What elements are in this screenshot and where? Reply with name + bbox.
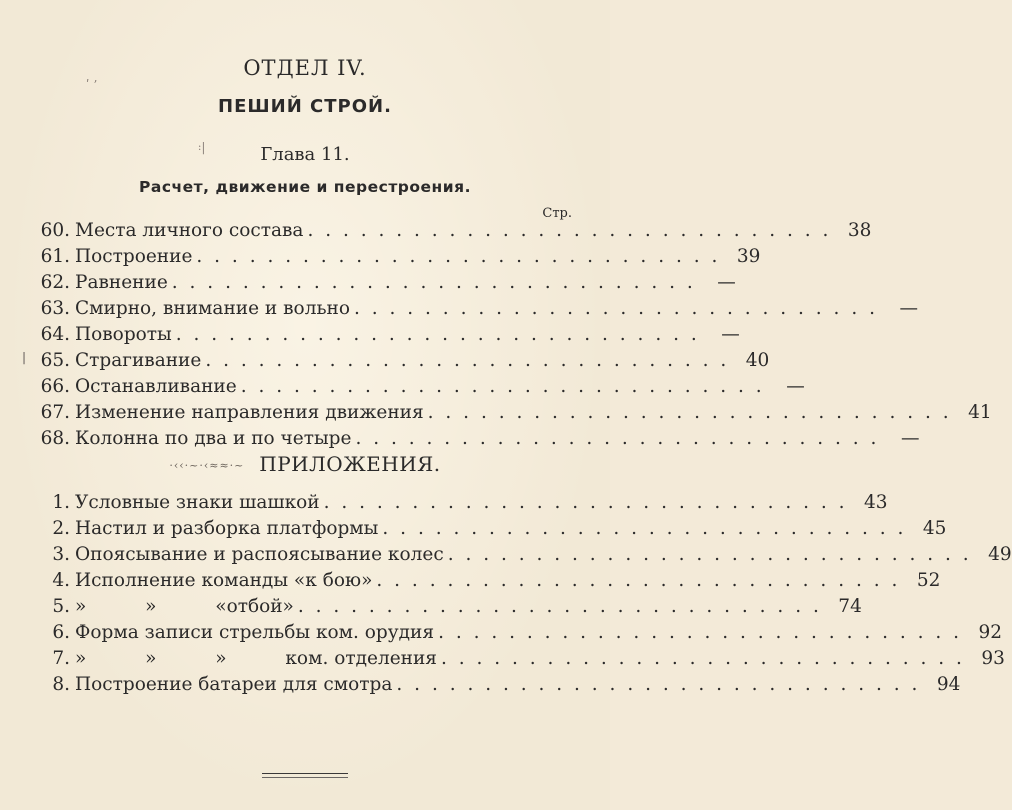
entry-title: Форма записи стрельбы ком. орудия: [75, 622, 435, 643]
appendix-entry: [20, 542, 1012, 568]
leader-dots: . . . . . . . . . . . . . . . . . . . . . . . . . . . . . .: [354, 298, 878, 319]
chapter-heading: Глава 11.: [260, 144, 350, 165]
entry-page: —: [786, 376, 805, 397]
leader-dots: . . . . . . . . . . . . . . . . . . . . . . . . . . . . . .: [447, 544, 972, 565]
leader-dots: . . . . . . . . . . . . . . . . . . . . . . . . . . . . . .: [297, 596, 822, 617]
appendix-entry: [20, 490, 888, 516]
section-heading: ОТДЕЛ IV.: [243, 56, 367, 80]
entry-page: 49: [988, 544, 1012, 565]
entry-number: 68.: [40, 428, 70, 449]
entry-title: Смирно, внимание и вольно: [75, 298, 350, 319]
leader-dots: . . . . . . . . . . . . . . . . . . . . . . . . . . . . . .: [196, 246, 721, 267]
entry-page: 41: [968, 402, 992, 423]
entry-page: 94: [936, 674, 961, 695]
appendix-entry: [20, 568, 941, 594]
page-column-label: Стр.: [542, 206, 572, 221]
entry-number: 3.: [52, 544, 70, 565]
entry-title: » » » ком. отделения: [75, 648, 437, 669]
entry-page: —: [899, 298, 918, 319]
entry-title: Равнение: [75, 272, 168, 293]
entry-number: 4.: [52, 570, 70, 591]
entry-page: 43: [864, 492, 888, 513]
entry-page: —: [721, 324, 740, 345]
appendix-entry: [20, 646, 1005, 672]
entry-page: 52: [916, 570, 941, 591]
toc-entry: [20, 244, 761, 270]
appendix-heading: ПРИЛОЖЕНИЯ.: [259, 452, 441, 476]
appendix-entry: [20, 594, 862, 620]
entry-title: Колонна по два и по четыре: [75, 428, 352, 449]
entry-page: —: [900, 428, 920, 449]
entry-title: Исполнение команды «к бою»: [75, 570, 373, 591]
leader-dots: . . . . . . . . . . . . . . . . . . . . . . . . . . . . . .: [438, 622, 963, 643]
chapter-title: Расчет, движение и перестроения.: [139, 178, 471, 196]
entry-page: 92: [978, 622, 1003, 643]
entry-title: Страгивание: [75, 350, 202, 371]
entry-title: Построение: [75, 246, 193, 267]
entry-number: 8.: [52, 674, 70, 695]
toc-entry: [20, 426, 920, 452]
entry-title: Останавливание: [75, 376, 237, 397]
entry-page: 40: [745, 350, 770, 371]
entry-page: 38: [847, 220, 872, 241]
appendix-heading-line: [0, 452, 610, 476]
entry-title: Построение батареи для смотра: [75, 674, 393, 695]
leader-dots: . . . . . . . . . . . . . . . . . . . . . . . . . . . . . .: [376, 570, 901, 591]
entry-title: Опоясывание и распоясывание колес: [75, 544, 444, 565]
entry-page: 93: [981, 648, 1005, 669]
entry-number: 1.: [52, 492, 70, 513]
toc-entry: [20, 400, 992, 426]
entry-number: 65.: [40, 350, 70, 371]
entry-number: 7.: [52, 648, 70, 669]
entry-page: 39: [736, 246, 761, 267]
leader-dots: . . . . . . . . . . . . . . . . . . . . . . . . . . . . . .: [396, 674, 921, 695]
leader-dots: . . . . . . . . . . . . . . . . . . . . . . . . . . . . . .: [171, 272, 696, 293]
entry-number: 67.: [40, 402, 70, 423]
appendix-entry: [20, 516, 947, 542]
leader-dots: . . . . . . . . . . . . . . . . . . . . . . . . . . . . . .: [427, 402, 952, 423]
entry-title: Повороты: [75, 324, 172, 345]
entry-number: 6.: [52, 622, 70, 643]
toc-entry: [20, 374, 805, 400]
leader-dots: . . . . . . . . . . . . . . . . . . . . . . . . . . . . . .: [355, 428, 880, 449]
toc-entry: [20, 270, 736, 296]
entry-title: Условные знаки шашкой: [75, 492, 320, 513]
toc-entry: [20, 348, 770, 374]
entry-title: Места личного состава: [75, 220, 304, 241]
leader-dots: . . . . . . . . . . . . . . . . . . . . . . . . . . . . . .: [307, 220, 832, 241]
leader-dots: . . . . . . . . . . . . . . . . . . . . . . . . . . . . . .: [205, 350, 730, 371]
entry-number: 5.: [52, 596, 70, 617]
leader-dots: . . . . . . . . . . . . . . . . . . . . . . . . . . . . . .: [440, 648, 965, 669]
appendix-entry: [20, 620, 1003, 646]
entry-number: 2.: [52, 518, 70, 539]
stain-mark-icon: ꞉|: [198, 140, 206, 154]
entry-page: —: [717, 272, 736, 293]
part-heading: ПЕШИЙ СТРОЙ.: [218, 96, 392, 117]
entry-title: Настил и разборка платформы: [75, 518, 379, 539]
entry-number: 62.: [40, 272, 70, 293]
entry-number: 66.: [40, 376, 70, 397]
stain-mark-icon: ʹ ʼ: [86, 78, 97, 92]
toc-entry: [20, 322, 740, 348]
leader-dots: . . . . . . . . . . . . . . . . . . . . . . . . . . . . . .: [240, 376, 765, 397]
leader-dots: . . . . . . . . . . . . . . . . . . . . . . . . . . . . . .: [382, 518, 907, 539]
toc-entry: [20, 296, 918, 322]
entry-number: 64.: [40, 324, 70, 345]
leader-dots: . . . . . . . . . . . . . . . . . . . . . . . . . . . . . .: [323, 492, 848, 513]
entry-page: 74: [838, 596, 862, 617]
appendix-entry: [20, 672, 961, 698]
entry-number: 61.: [40, 246, 70, 267]
toc-entry: [20, 218, 872, 244]
footer-rule-thin: [262, 777, 348, 778]
stain-mark-icon: |: [22, 350, 27, 364]
entry-number: 63.: [40, 298, 70, 319]
leader-dots: . . . . . . . . . . . . . . . . . . . . . . . . . . . . . .: [175, 324, 700, 345]
entry-number: 60.: [40, 220, 70, 241]
entry-title: Изменение направления движения: [75, 402, 424, 423]
ornament-icon: ·‹‹·~·‹≈≈·~: [169, 459, 245, 472]
entry-page: 45: [922, 518, 947, 539]
footer-rule: [262, 773, 348, 774]
entry-title: » » «отбой»: [75, 596, 294, 617]
